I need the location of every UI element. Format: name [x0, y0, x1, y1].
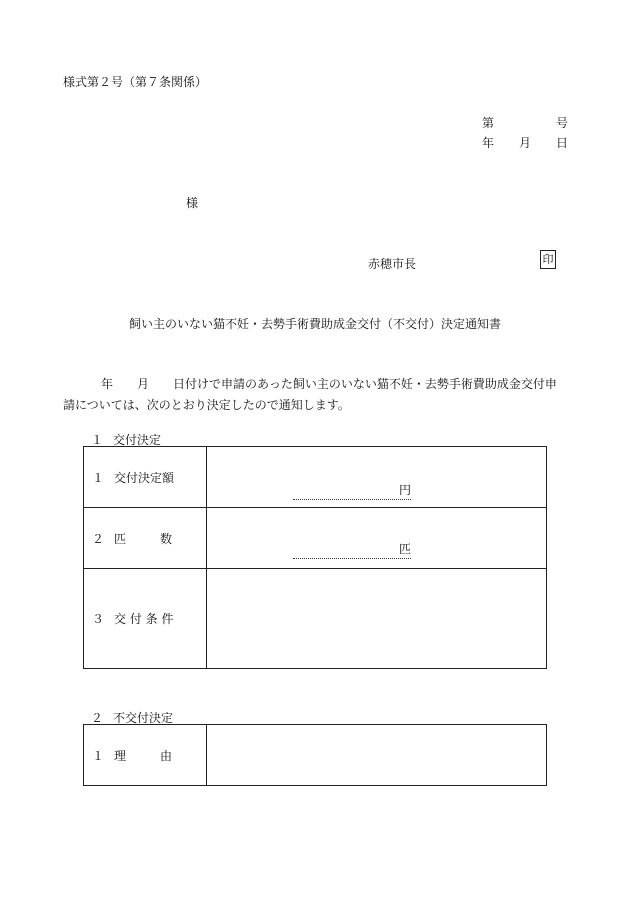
- section1-title: 交付決定: [113, 433, 162, 447]
- number-prefix: 第: [482, 116, 495, 130]
- grant-amount-value: [207, 447, 547, 508]
- count-dotted-line: [293, 540, 411, 559]
- yen-unit: 円: [398, 483, 411, 497]
- section1-number: １: [91, 433, 104, 447]
- date-year: 年: [482, 136, 495, 150]
- notice-body: [63, 374, 563, 416]
- count-label-b: 数: [160, 531, 173, 546]
- reason-label-a: 理: [114, 748, 127, 763]
- body-month: 月: [137, 377, 150, 391]
- count-label-a: 匹: [114, 531, 127, 546]
- seal-mark: 印: [540, 250, 556, 269]
- table-row: [84, 508, 547, 569]
- grant-amount-label: 交付決定額: [114, 470, 175, 485]
- row-number: １: [92, 748, 105, 763]
- document-title: 飼い主のいない猫不妊・去勢手術費助成金交付（不交付）決定通知書: [128, 317, 501, 331]
- grant-conditions-value: [207, 569, 547, 669]
- reason-value: [207, 725, 547, 786]
- table-row: [84, 569, 547, 669]
- table-row: [84, 447, 547, 508]
- form-number-label: 様式第２号（第７条関係）: [63, 75, 208, 89]
- hiki-unit: 匹: [398, 542, 411, 556]
- addressee-honorific: 様: [186, 196, 199, 210]
- body-line2: 請については、次のとおり決定したので通知します。: [63, 398, 350, 412]
- number-suffix: 号: [555, 116, 568, 130]
- row-label: [84, 725, 207, 786]
- row-label: [84, 508, 207, 569]
- section2-number: ２: [91, 711, 104, 725]
- row-number: ３: [92, 612, 105, 626]
- row-number: ２: [92, 531, 105, 546]
- row-label: [84, 447, 207, 508]
- amount-dotted-line: [293, 481, 411, 500]
- issuer-name: 赤穂市長: [368, 257, 417, 271]
- body-line1: 日付けで申請のあった飼い主のいない猫不妊・去勢手術費助成金交付申: [173, 377, 557, 391]
- cat-count-value: [207, 508, 547, 569]
- date-month: 月: [518, 136, 531, 150]
- section2-title: 不交付決定: [113, 711, 174, 725]
- issue-date-line: [482, 134, 568, 151]
- body-year: 年: [101, 377, 114, 391]
- grant-decision-table: [83, 446, 547, 669]
- document-number-line: [482, 114, 568, 131]
- table-row: [84, 725, 547, 786]
- reason-label-b: 由: [160, 748, 173, 763]
- row-number: １: [92, 470, 105, 485]
- date-day: 日: [555, 136, 568, 150]
- grant-conditions-label: 交 付 条 件: [114, 612, 174, 626]
- row-label: [84, 569, 207, 669]
- non-grant-decision-table: [83, 724, 547, 786]
